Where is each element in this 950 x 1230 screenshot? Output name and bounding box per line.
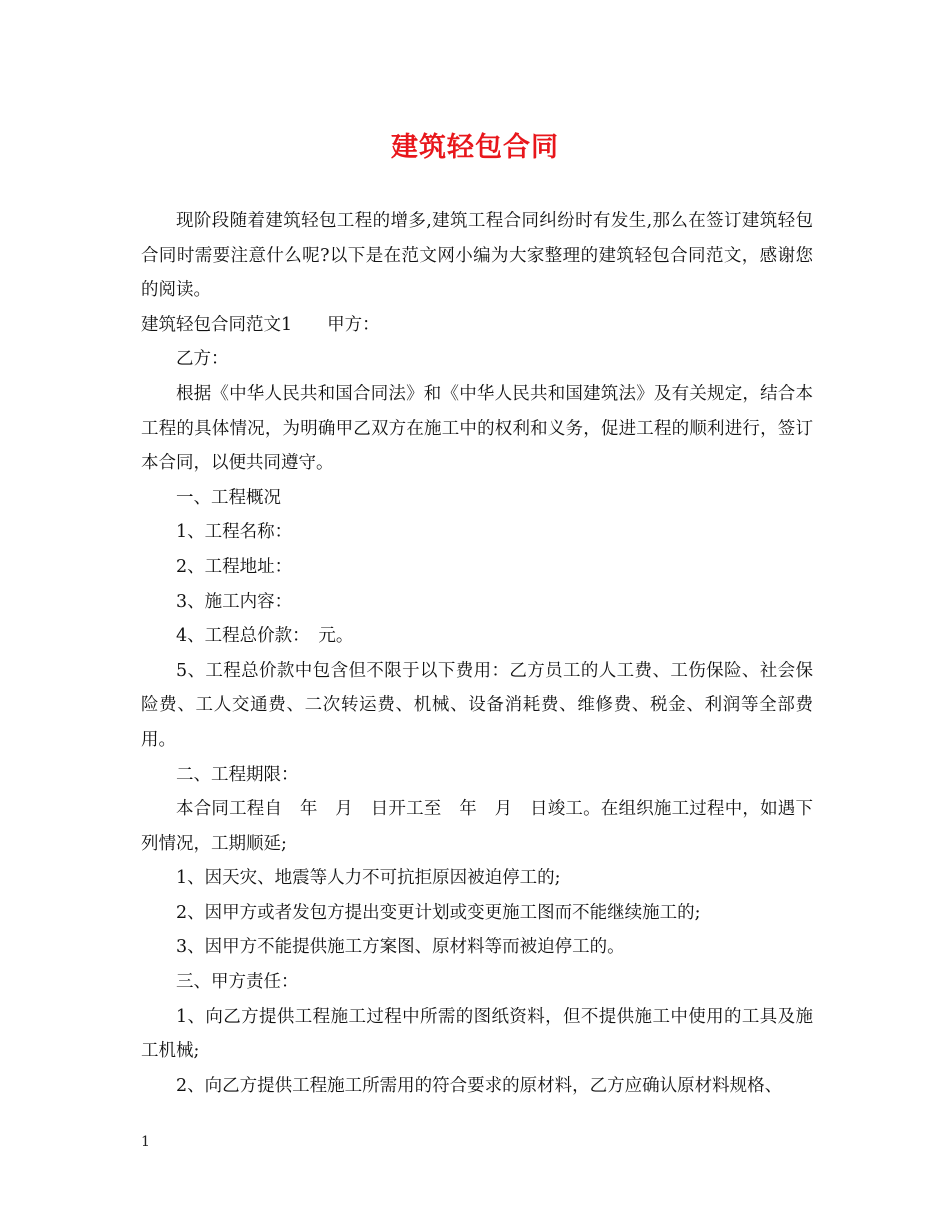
clause-delay-1: 1、因天灾、地震等人力不可抗拒原因被迫停工的; — [176, 868, 561, 889]
section-heading-overview: 一、工程概况 — [176, 487, 281, 508]
paragraph-preamble: 根据《中华人民共和国合同法》和《中华人民共和国建筑法》及有关规定，结合本工程的具体情况，为明确甲乙双方在施工中的权利和义务，促进工程的顺利进行，签订本合同，以便共同遵守。 — [141, 383, 813, 474]
document-body — [141, 204, 813, 1103]
paragraph-intro: 现阶段随着建筑轻包工程的增多,建筑工程合同纠纷时有发生,那么在签订建筑轻包合同时需要注意什么呢?以下是在范文网小编为大家整理的建筑轻包合同范文，感谢您的阅读。 — [141, 211, 813, 301]
document-title: 建筑轻包合同 — [391, 132, 559, 163]
paragraph-party-b: 乙方： — [176, 349, 229, 370]
clause-construction-content: 3、施工内容： — [176, 591, 293, 612]
clause-total-price: 4、工程总价款： 元。 — [176, 626, 354, 647]
clause-delay-3: 3、因甲方不能提供施工方案图、原材料等而被迫停工的。 — [176, 937, 625, 958]
paragraph-sample-heading: 建筑轻包合同范文1 甲方： — [141, 314, 380, 335]
clause-project-name: 1、工程名称： — [176, 522, 293, 543]
clause-delay-2: 2、因甲方或者发包方提出变更计划或变更施工图而不能继续施工的; — [176, 902, 701, 923]
clause-party-a-2: 2、向乙方提供工程施工所需用的符合要求的原材料，乙方应确认原材料规格、 — [176, 1075, 783, 1096]
clause-period-detail: 本合同工程自 年 月 日开工至 年 月 日竣工。在组织施工过程中，如遇下列情况，工期顺延; — [141, 799, 813, 854]
page-number: 1 — [141, 1134, 150, 1150]
section-heading-period: 二、工程期限： — [176, 764, 299, 785]
section-heading-party-a: 三、甲方责任： — [176, 972, 299, 993]
clause-price-includes: 5、工程总价款中包含但不限于以下费用：乙方员工的人工费、工伤保险、社会保险费、工人交通费、二次转运费、机械、设备消耗费、维修费、税金、利润等全部费用。 — [141, 660, 813, 750]
clause-party-a-1: 1、向乙方提供工程施工过程中所需的图纸资料，但不提供施工中使用的工具及施工机械; — [141, 1006, 813, 1062]
clause-project-address: 2、工程地址： — [176, 556, 293, 577]
